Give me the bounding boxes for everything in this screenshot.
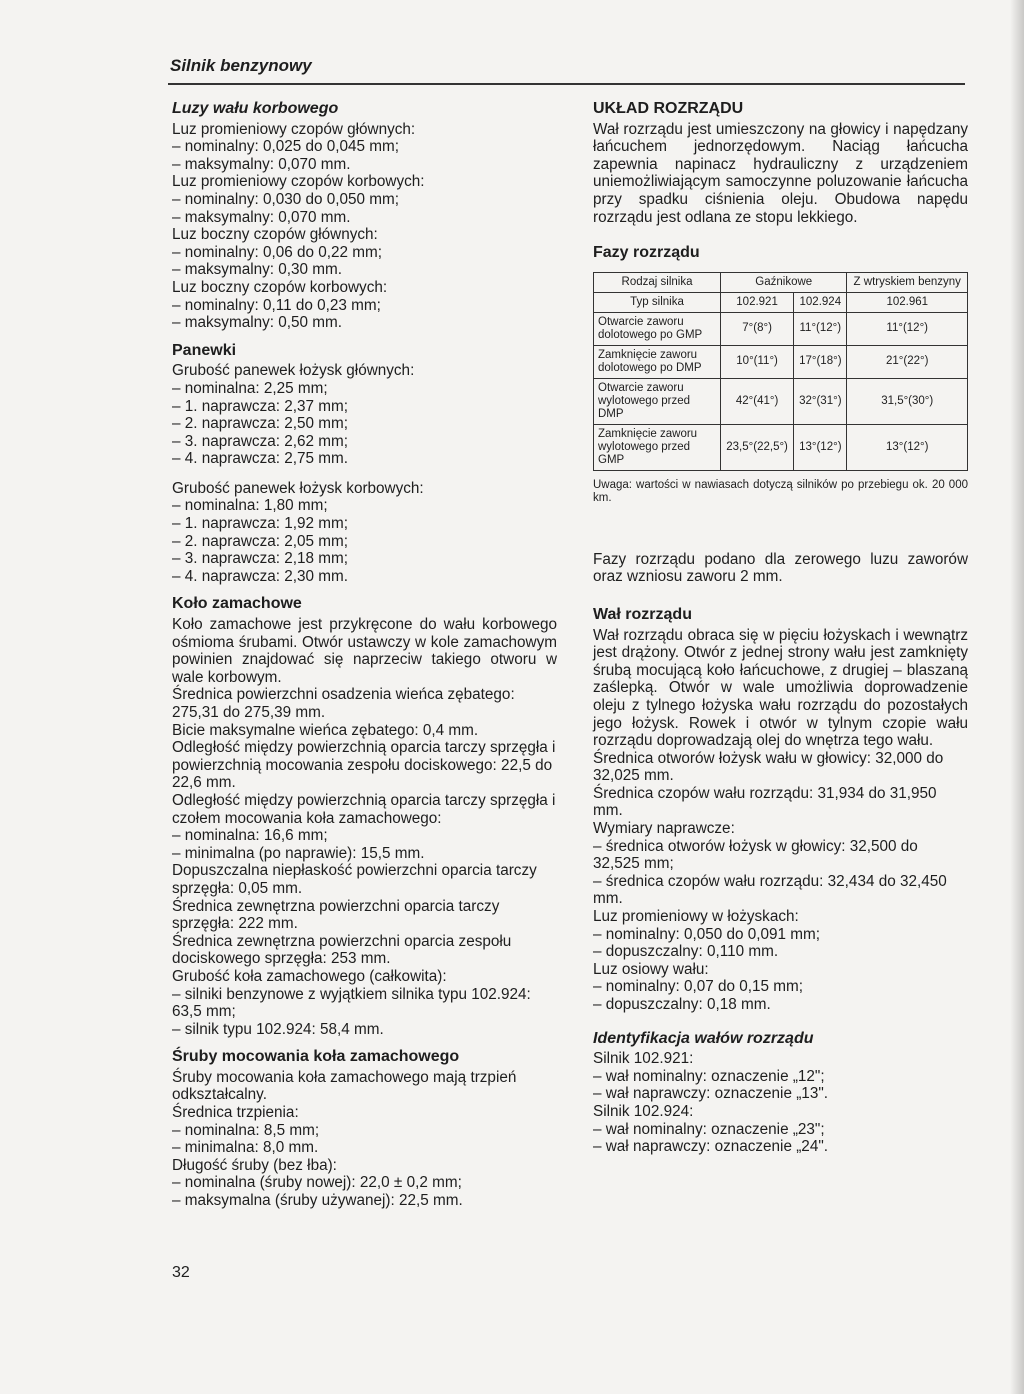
text-line: Wymiary naprawcze: (593, 820, 735, 838)
text-line: – maksymalny: 0,070 mm. (172, 208, 351, 226)
text-line: Odległość między powierzchnią oparcia tarczy sprzęgła i czołem mocowania koła zamachowego: (172, 791, 556, 827)
section-title: Wał rozrządu (593, 605, 692, 623)
text-line: – nominalna: 8,5 mm; (172, 1121, 320, 1139)
table-cell: 10°(11°) (721, 345, 794, 378)
section-title: Koło zamachowe (172, 595, 302, 613)
text-line: Luz osiowy wału: (593, 960, 709, 978)
text-line: Luz boczny czopów korbowych: (172, 278, 388, 296)
table-row-label: Zamknięcie zaworu wylotowego przed GMP (594, 424, 721, 470)
table-header-cell: 102.961 (847, 292, 968, 312)
right-column (593, 100, 968, 1156)
paragraph: Fazy rozrządu podano dla zerowego luzu zaworów oraz wzniosu zaworu 2 mm. (593, 550, 968, 586)
text-line: – nominalna: 16,6 mm; (172, 827, 328, 845)
table-row (594, 378, 968, 424)
text-line: – nominalny: 0,025 do 0,045 mm; (172, 138, 400, 156)
table-cell: 11°(12°) (847, 312, 968, 345)
text-line: Śruby mocowania koła zamachowego mają trzpień odkształcalny. (172, 1068, 517, 1104)
text-line: Luz promieniowy czopów głównych: (172, 120, 416, 138)
table-cell: 11°(12°) (794, 312, 847, 345)
text-line: – maksymalna (śruby używanej): 22,5 mm. (172, 1192, 463, 1210)
text-line: – nominalna (śruby nowej): 22,0 ± 0,2 mm; (172, 1174, 462, 1192)
text-line: – 3. naprawcza: 2,62 mm; (172, 432, 348, 450)
section-title: UKŁAD ROZRZĄDU (593, 100, 744, 117)
table-row (594, 272, 968, 292)
table-row (594, 424, 968, 470)
text-line: – nominalny: 0,06 do 0,22 mm; (172, 243, 383, 261)
text-line: Średnica czopów wału rozrządu: 31,934 do 31,950 mm. (593, 784, 937, 820)
paragraph: Wał rozrządu obraca się w pięciu łożyskach i wewnątrz jest drążony. Otwór z jednej strony wału jest zamknięty śrubą mocującą koło łańcuchowe, z drugiej – blaszaną zaślepką. Otwór w wale umożliwia doprowadzenie oleju z tylnego łożyska wału rozrządu do pozostałych jego łożysk. Rowek i otwór w tylnym czopie wału rozrządu doprowadzają olej do wnętrza tego wału. (593, 626, 968, 750)
text-line: – nominalny: 0,11 do 0,23 mm; (172, 296, 381, 314)
table-header-cell: 102.921 (721, 292, 794, 312)
table-cell: 32°(31°) (794, 378, 847, 424)
text-line: – maksymalny: 0,30 mm. (172, 261, 343, 279)
text-line: Luz boczny czopów głównych: (172, 226, 378, 244)
text-line: Grubość panewek łożysk korbowych: (172, 479, 424, 497)
text-line: – dopuszczalny: 0,18 mm. (593, 996, 771, 1013)
page-header: Silnik benzynowy (170, 56, 312, 75)
text-line: Średnica powierzchni osadzenia wieńca zębatego: 275,31 do 275,39 mm. (172, 686, 515, 721)
table-row (594, 345, 968, 378)
text-line: – minimalna: 8,0 mm. (172, 1139, 319, 1157)
text-line: Luz promieniowy w łożyskach: (593, 908, 799, 926)
text-line: – maksymalny: 0,50 mm. (172, 314, 343, 332)
table-header-cell: Gaźnikowe (721, 272, 847, 292)
page-edge-shadow (1010, 0, 1024, 1394)
text-line: Średnica otworów łożysk wału w głowicy: 32,000 do 32,025 mm. (593, 749, 944, 785)
table-row-label: Otwarcie zaworu wylotowego przed DMP (594, 378, 721, 424)
text-line: Silnik 102.921: (593, 1050, 694, 1068)
left-column (172, 100, 557, 1210)
text-line: Odległość między powierzchnią oparcia tarczy sprzęgła i powierzchnią mocowania zespołu dociskowego: 22,5 do 22,6 mm. (172, 739, 556, 792)
text-block (172, 1069, 557, 1210)
text-line: – średnica czopów wału rozrządu: 32,434 do 32,450 mm. (593, 872, 947, 908)
text-line: Długość śruby (bez łba): (172, 1156, 337, 1174)
text-block (172, 362, 557, 468)
section-title: Identyfikacja wałów rozrządu (593, 1029, 814, 1047)
section-title: Luzy wału korbowego (172, 100, 339, 117)
table-row (594, 292, 968, 312)
table-row (594, 312, 968, 345)
section-title: Panewki (172, 341, 237, 359)
text-line: – dopuszczalny: 0,110 mm. (593, 943, 779, 961)
text-line: – silnik typu 102.924: 58,4 mm. (172, 1020, 384, 1038)
text-line: – minimalna (po naprawie): 15,5 mm. (172, 844, 425, 862)
text-block (172, 480, 557, 586)
table-cell: 13°(12°) (794, 424, 847, 470)
section-title: Fazy rozrządu (593, 244, 700, 262)
table-cell: 31,5°(30°) (847, 378, 968, 424)
table-header-cell: Typ silnika (594, 292, 721, 312)
table-note: Uwaga: wartości w nawiasach dotyczą silników po przebiegu ok. 20 000 km. (593, 478, 968, 504)
paragraph: Koło zamachowe jest przykręcone do wału korbowego ośmioma śrubami. Otwór ustawczy w kole zamachowym powinien znajdować się naprzeciw takiego otworu w wale korbowym. (172, 616, 557, 686)
text-line: – 2. naprawcza: 2,50 mm; (172, 415, 348, 433)
table-cell: 42°(41°) (721, 378, 794, 424)
text-line: Luz promieniowy czopów korbowych: (172, 173, 425, 191)
text-line: – wał nominalny: oznaczenie „23"; (593, 1120, 825, 1138)
text-line: Grubość koła zamachowego (całkowita): (172, 967, 447, 985)
text-line: – wał nominalny: oznaczenie „12"; (593, 1067, 825, 1085)
text-line: – nominalny: 0,030 do 0,050 mm; (172, 190, 400, 208)
text-line: Średnica zewnętrzna powierzchni oparcia zespołu dociskowego sprzęgła: 253 mm. (172, 932, 512, 968)
table-cell: 23,5°(22,5°) (721, 424, 794, 470)
text-line: – maksymalny: 0,070 mm. (172, 155, 351, 173)
text-line: – średnica otworów łożysk w głowicy: 32,500 do 32,525 mm; (593, 837, 918, 873)
table-header-cell: Rodzaj silnika (594, 272, 721, 292)
text-line: – wał naprawczy: oznaczenie „24". (593, 1138, 829, 1156)
table-cell: 13°(12°) (847, 424, 968, 470)
text-block (172, 121, 557, 332)
table-header-cell: Z wtryskiem benzyny (847, 272, 968, 292)
text-line: – 4. naprawcza: 2,75 mm. (172, 450, 348, 468)
text-line: – nominalna: 2,25 mm; (172, 379, 328, 397)
text-line: – 4. naprawcza: 2,30 mm. (172, 567, 348, 585)
table-cell: 7°(8°) (721, 312, 794, 345)
paragraph: Wał rozrządu jest umieszczony na głowicy i napędzany łańcuchem jednorzędowym. Naciąg łańcucha zapewnia napinacz hydrauliczny z urządzeniem uniemożliwiającym samoczynne poluzowanie łańcucha przy spadku ciśnienia oleju. Obudowa napędu rozrządu jest odlana ze stopu lekkiego. (593, 120, 968, 226)
text-line: Bicie maksymalne wieńca zębatego: 0,4 mm. (172, 721, 479, 739)
text-line: Silnik 102.924: (593, 1102, 694, 1120)
table-cell: 17°(18°) (794, 345, 847, 378)
text-line: – silniki benzynowe z wyjątkiem silnika typu 102.924: 63,5 mm; (172, 985, 531, 1021)
text-line: Średnica zewnętrzna powierzchni oparcia tarczy sprzęgła: 222 mm. (172, 897, 500, 933)
page-number: 32 (172, 1264, 190, 1281)
valve-timing-table (593, 272, 968, 471)
text-line: – 1. naprawcza: 2,37 mm; (172, 397, 348, 415)
text-line: Grubość panewek łożysk głównych: (172, 362, 415, 380)
header-rule (168, 83, 965, 85)
text-line: – 3. naprawcza: 2,18 mm; (172, 550, 348, 568)
text-block (593, 750, 968, 1014)
text-block (172, 686, 557, 1038)
text-line: – nominalny: 0,07 do 0,15 mm; (593, 978, 804, 996)
text-line: – nominalny: 0,050 do 0,091 mm; (593, 925, 821, 943)
text-line: – wał naprawczy: oznaczenie „13". (593, 1085, 829, 1103)
table-header-cell: 102.924 (794, 292, 847, 312)
text-line: – 2. naprawcza: 2,05 mm; (172, 532, 348, 550)
text-line: – 1. naprawcza: 1,92 mm; (172, 515, 348, 533)
table-row-label: Otwarcie zaworu dolotowego po GMP (594, 312, 721, 345)
table-cell: 21°(22°) (847, 345, 968, 378)
text-line: Średnica trzpienia: (172, 1104, 299, 1122)
table-row-label: Zamknięcie zaworu dolotowego po DMP (594, 345, 721, 378)
text-line: – nominalna: 1,80 mm; (172, 497, 328, 515)
section-title: Śruby mocowania koła zamachowego (172, 1048, 460, 1066)
text-block (593, 1050, 968, 1156)
text-line: Dopuszczalna niepłaskość powierzchni oparcia tarczy sprzęgła: 0,05 mm. (172, 862, 537, 897)
